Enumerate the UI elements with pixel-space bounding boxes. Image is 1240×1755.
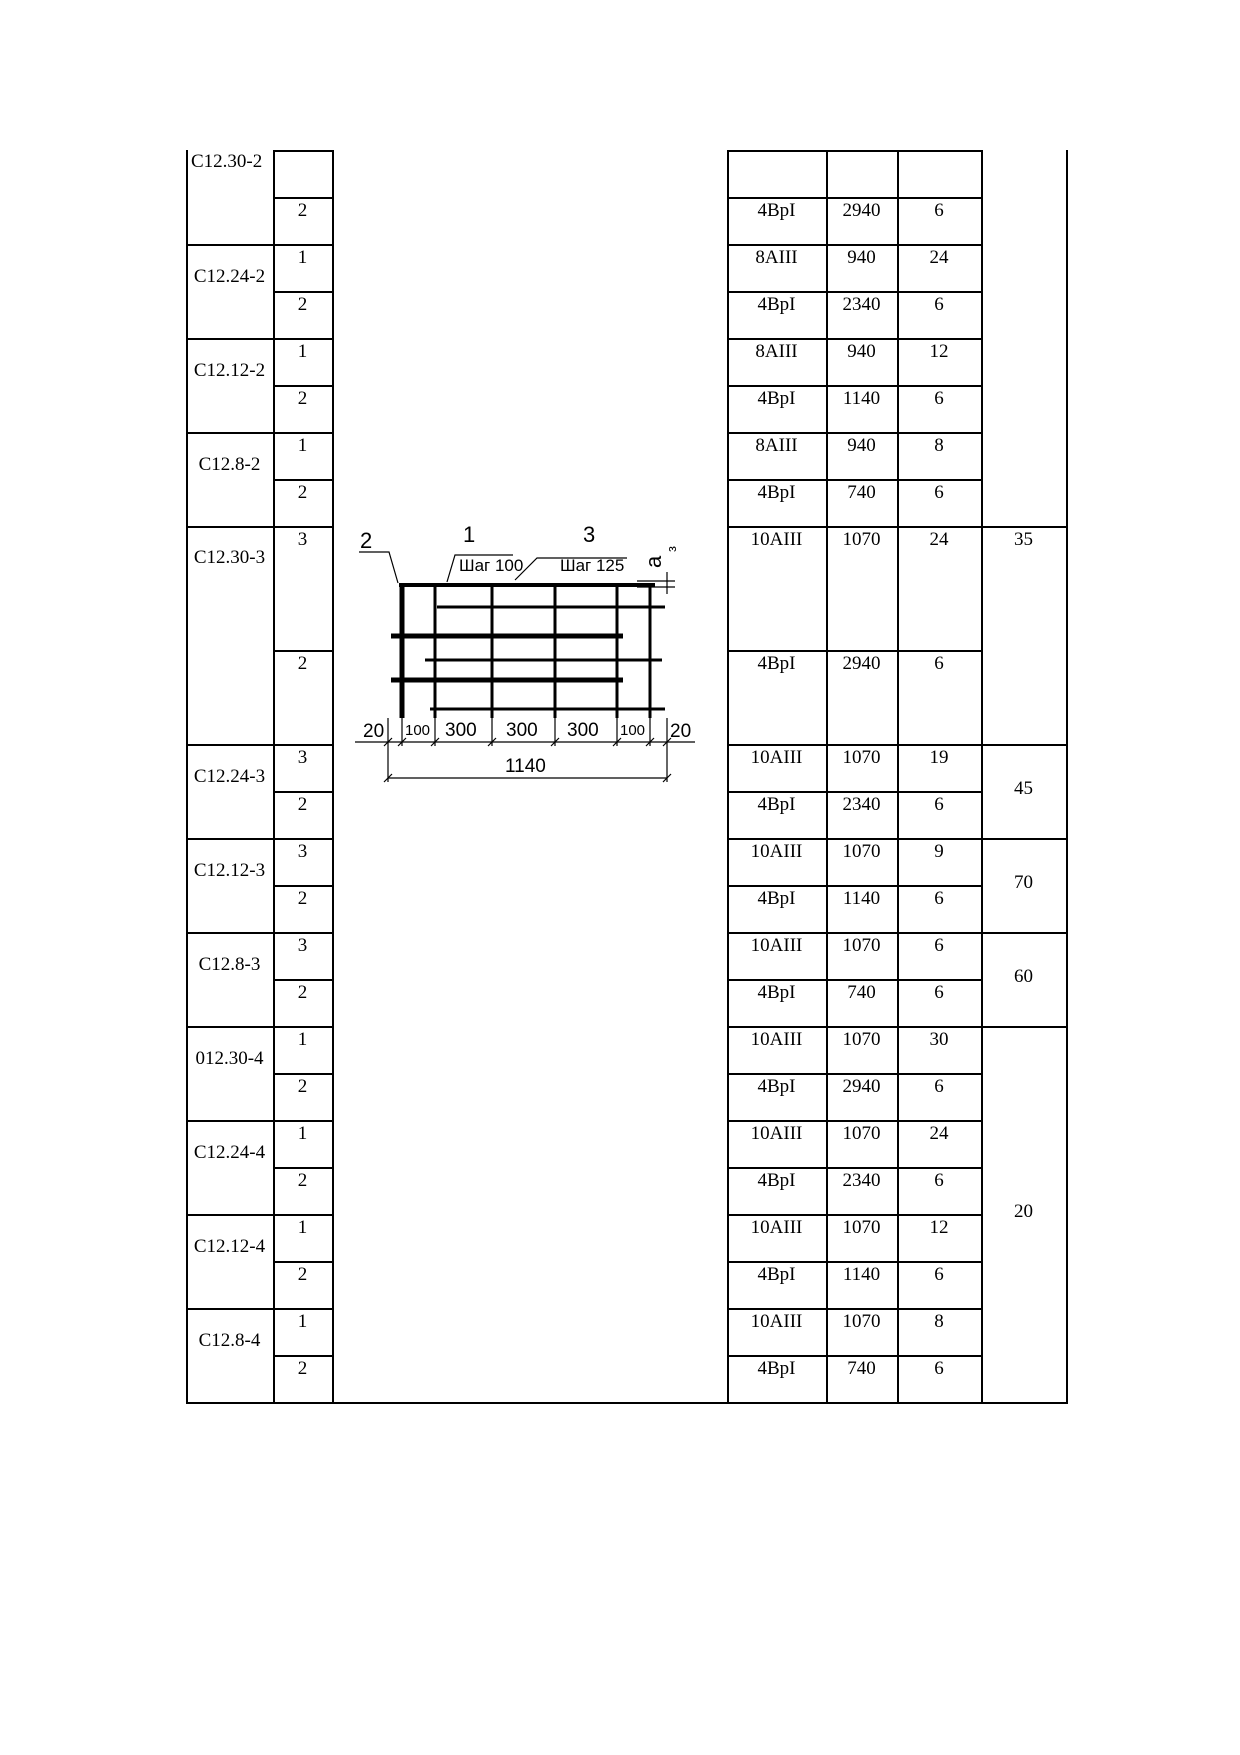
mark-cell: С12.12-3 bbox=[193, 860, 266, 881]
quantity-cell: 9 bbox=[934, 841, 944, 862]
steel-class-cell: 10АIII bbox=[750, 1217, 803, 1238]
row-border bbox=[273, 197, 332, 199]
length-cell: 1140 bbox=[842, 888, 881, 909]
position-cell: 2 bbox=[297, 888, 308, 909]
length-cell: 2940 bbox=[842, 200, 881, 221]
quantity-cell: 6 bbox=[934, 388, 944, 409]
steel-class-cell: 4ВрI bbox=[757, 200, 796, 221]
quantity-cell: 6 bbox=[934, 200, 944, 221]
length-cell: 2340 bbox=[842, 794, 881, 815]
quantity-cell: 6 bbox=[934, 935, 944, 956]
position-cell: 3 bbox=[297, 841, 308, 862]
row-border bbox=[727, 791, 981, 793]
row-border bbox=[727, 1167, 981, 1169]
row-border bbox=[273, 979, 332, 981]
row-border bbox=[273, 1355, 332, 1357]
quantity-cell: 6 bbox=[934, 1358, 944, 1379]
column-border bbox=[1066, 150, 1068, 1404]
length-cell: 1140 bbox=[842, 388, 881, 409]
position-cell: 2 bbox=[297, 482, 308, 503]
mark-cell: С12.12-2 bbox=[193, 360, 266, 381]
column-border bbox=[332, 150, 334, 1404]
row-border bbox=[186, 1120, 332, 1122]
steel-class-cell: 10АIII bbox=[750, 1029, 803, 1050]
mark-cell: С12.24-4 bbox=[193, 1142, 266, 1163]
row-border bbox=[727, 885, 981, 887]
row-border bbox=[273, 1167, 332, 1169]
mesh-drawing bbox=[355, 520, 705, 795]
length-cell: 740 bbox=[847, 482, 876, 503]
steel-class-cell: 8АIII bbox=[755, 341, 798, 362]
dim-20-right: 20 bbox=[670, 721, 692, 742]
quantity-cell: 24 bbox=[929, 1123, 949, 1144]
weight-cell: 60 bbox=[1014, 966, 1033, 987]
mark-cell: С12.24-3 bbox=[193, 766, 266, 787]
row-border bbox=[186, 932, 332, 934]
mark-cell: С12.12-4 bbox=[193, 1236, 266, 1257]
length-cell: 1070 bbox=[842, 1311, 881, 1332]
dim-300-a: 300 bbox=[445, 720, 477, 741]
length-cell: 2940 bbox=[842, 1076, 881, 1097]
length-cell: 940 bbox=[847, 341, 876, 362]
steel-class-cell: 4ВрI bbox=[757, 294, 796, 315]
length-cell: 1070 bbox=[842, 1123, 881, 1144]
length-cell: 2940 bbox=[842, 653, 881, 674]
quantity-cell: 6 bbox=[934, 794, 944, 815]
dim-total: 1140 bbox=[505, 756, 546, 777]
weight-cell: 45 bbox=[1014, 778, 1033, 799]
dim-100-left: 100 bbox=[405, 722, 431, 739]
steel-class-cell: 10АIII bbox=[750, 1311, 803, 1332]
position-cell: 3 bbox=[297, 747, 308, 768]
row-border bbox=[727, 1026, 1066, 1028]
mark-cell: С12.30-2 bbox=[191, 151, 263, 172]
length-cell: 940 bbox=[847, 247, 876, 268]
quantity-cell: 6 bbox=[934, 1170, 944, 1191]
row-border bbox=[727, 479, 981, 481]
row-border bbox=[186, 1214, 332, 1216]
row-border bbox=[727, 526, 1066, 528]
steel-class-cell: 4ВрI bbox=[757, 1358, 796, 1379]
position-cell: 2 bbox=[297, 388, 308, 409]
drawing-labels bbox=[360, 522, 691, 777]
steel-class-cell: 4ВрI bbox=[757, 482, 796, 503]
quantity-cell: 6 bbox=[934, 482, 944, 503]
row-border bbox=[273, 885, 332, 887]
mark-cell: С12.24-2 bbox=[193, 266, 266, 287]
row-border bbox=[186, 526, 332, 528]
row-border bbox=[186, 244, 332, 246]
row-border bbox=[273, 291, 332, 293]
row-border bbox=[727, 338, 981, 340]
row-border bbox=[727, 197, 981, 199]
length-cell: 1070 bbox=[842, 529, 881, 550]
position-cell: 2 bbox=[297, 294, 308, 315]
row-border bbox=[186, 1026, 332, 1028]
callout-2: 2 bbox=[360, 528, 373, 553]
steel-class-cell: 10АIII bbox=[750, 841, 803, 862]
row-border bbox=[186, 1402, 1068, 1404]
row-border bbox=[727, 979, 981, 981]
steel-class-cell: 4ВрI bbox=[757, 982, 796, 1003]
length-cell: 1070 bbox=[842, 747, 881, 768]
steel-class-cell: 4ВрI bbox=[757, 1264, 796, 1285]
row-border bbox=[273, 1073, 332, 1075]
quantity-cell: 30 bbox=[929, 1029, 949, 1050]
position-cell: 2 bbox=[297, 982, 308, 1003]
position-cell: 2 bbox=[297, 1170, 308, 1191]
quantity-cell: 12 bbox=[929, 1217, 949, 1238]
steel-class-cell: 8АIII bbox=[755, 435, 798, 456]
position-cell: 3 bbox=[297, 935, 308, 956]
mark-cell: С12.8-4 bbox=[198, 1330, 261, 1351]
length-cell: 2340 bbox=[842, 294, 881, 315]
steel-class-cell: 4ВрI bbox=[757, 653, 796, 674]
position-cell: 1 bbox=[297, 1123, 308, 1144]
position-cell: 1 bbox=[297, 435, 308, 456]
steel-class-cell: 10АIII bbox=[750, 529, 803, 550]
dim-300-c: 300 bbox=[567, 720, 599, 741]
length-cell: 940 bbox=[847, 435, 876, 456]
steel-class-cell: 10АIII bbox=[750, 935, 803, 956]
quantity-cell: 24 bbox=[929, 247, 949, 268]
length-cell: 740 bbox=[847, 1358, 876, 1379]
row-border bbox=[273, 1261, 332, 1263]
dim-20-left: 20 bbox=[363, 721, 385, 742]
row-border bbox=[273, 791, 332, 793]
row-border bbox=[727, 385, 981, 387]
steel-class-cell: 4ВрI bbox=[757, 888, 796, 909]
quantity-cell: 19 bbox=[929, 747, 949, 768]
row-border bbox=[727, 838, 1066, 840]
position-cell: 2 bbox=[297, 200, 308, 221]
position-cell: 2 bbox=[297, 653, 308, 674]
mark-cell: С12.8-3 bbox=[198, 954, 261, 975]
cover-label: а bbox=[641, 555, 666, 568]
quantity-cell: 12 bbox=[929, 341, 949, 362]
weight-cell: 35 bbox=[1014, 529, 1033, 550]
dim-300-b: 300 bbox=[506, 720, 538, 741]
position-cell: 2 bbox=[297, 1076, 308, 1097]
callout-1: 1 bbox=[463, 522, 476, 547]
row-border bbox=[727, 1308, 981, 1310]
mark-cell: С12.30-3 bbox=[193, 547, 266, 568]
row-border bbox=[186, 1308, 332, 1310]
position-cell: 2 bbox=[297, 1358, 308, 1379]
quantity-cell: 6 bbox=[934, 653, 944, 674]
position-cell: 1 bbox=[297, 341, 308, 362]
row-border bbox=[273, 385, 332, 387]
quantity-cell: 6 bbox=[934, 1264, 944, 1285]
cover-subscript: з bbox=[664, 546, 679, 552]
row-border bbox=[727, 744, 1066, 746]
quantity-cell: 6 bbox=[934, 294, 944, 315]
steel-class-cell: 10АIII bbox=[750, 1123, 803, 1144]
weight-cell: 70 bbox=[1014, 872, 1033, 893]
pitch-label-3: Шаг 125 bbox=[560, 556, 625, 575]
quantity-cell: 6 bbox=[934, 982, 944, 1003]
row-border bbox=[273, 479, 332, 481]
position-cell: 1 bbox=[297, 247, 308, 268]
quantity-cell: 8 bbox=[934, 435, 944, 456]
steel-class-cell: 4ВрI bbox=[757, 1170, 796, 1191]
quantity-cell: 6 bbox=[934, 1076, 944, 1097]
steel-class-cell: 4ВрI bbox=[757, 794, 796, 815]
row-border bbox=[727, 291, 981, 293]
row-border bbox=[727, 1355, 981, 1357]
callout-3: 3 bbox=[583, 522, 596, 547]
row-border bbox=[727, 1261, 981, 1263]
position-cell: 3 bbox=[297, 529, 308, 550]
position-cell: 1 bbox=[297, 1217, 308, 1238]
row-border bbox=[727, 1120, 981, 1122]
length-cell: 2340 bbox=[842, 1170, 881, 1191]
steel-class-cell: 10АIII bbox=[750, 747, 803, 768]
steel-class-cell: 4ВрI bbox=[757, 388, 796, 409]
position-cell: 2 bbox=[297, 794, 308, 815]
quantity-cell: 6 bbox=[934, 888, 944, 909]
mark-cell: 012.30-4 bbox=[195, 1048, 264, 1069]
steel-class-cell: 4ВрI bbox=[757, 1076, 796, 1097]
pitch-label-1: Шаг 100 bbox=[459, 556, 524, 575]
quantity-cell: 8 bbox=[934, 1311, 944, 1332]
dim-100-right: 100 bbox=[620, 722, 646, 739]
row-border bbox=[727, 244, 981, 246]
length-cell: 1070 bbox=[842, 1029, 881, 1050]
length-cell: 1070 bbox=[842, 841, 881, 862]
row-border bbox=[186, 432, 332, 434]
row-border bbox=[727, 650, 981, 652]
row-border bbox=[727, 150, 981, 152]
mark-cell: С12.8-2 bbox=[198, 454, 261, 475]
row-border bbox=[727, 1214, 981, 1216]
row-border bbox=[727, 1073, 981, 1075]
row-border bbox=[727, 932, 1066, 934]
row-border bbox=[273, 650, 332, 652]
quantity-cell: 24 bbox=[929, 529, 949, 550]
row-border bbox=[273, 150, 332, 152]
row-border bbox=[727, 432, 981, 434]
position-cell: 1 bbox=[297, 1029, 308, 1050]
length-cell: 1140 bbox=[842, 1264, 881, 1285]
length-cell: 740 bbox=[847, 982, 876, 1003]
row-border bbox=[186, 338, 332, 340]
length-cell: 1070 bbox=[842, 1217, 881, 1238]
steel-class-cell: 8АIII bbox=[755, 247, 798, 268]
leader-2 bbox=[359, 552, 398, 583]
position-cell: 1 bbox=[297, 1311, 308, 1332]
row-border bbox=[186, 838, 332, 840]
mesh-bars bbox=[391, 585, 665, 718]
weight-cell: 20 bbox=[1014, 1201, 1033, 1222]
length-cell: 1070 bbox=[842, 935, 881, 956]
row-border bbox=[186, 744, 332, 746]
position-cell: 2 bbox=[297, 1264, 308, 1285]
